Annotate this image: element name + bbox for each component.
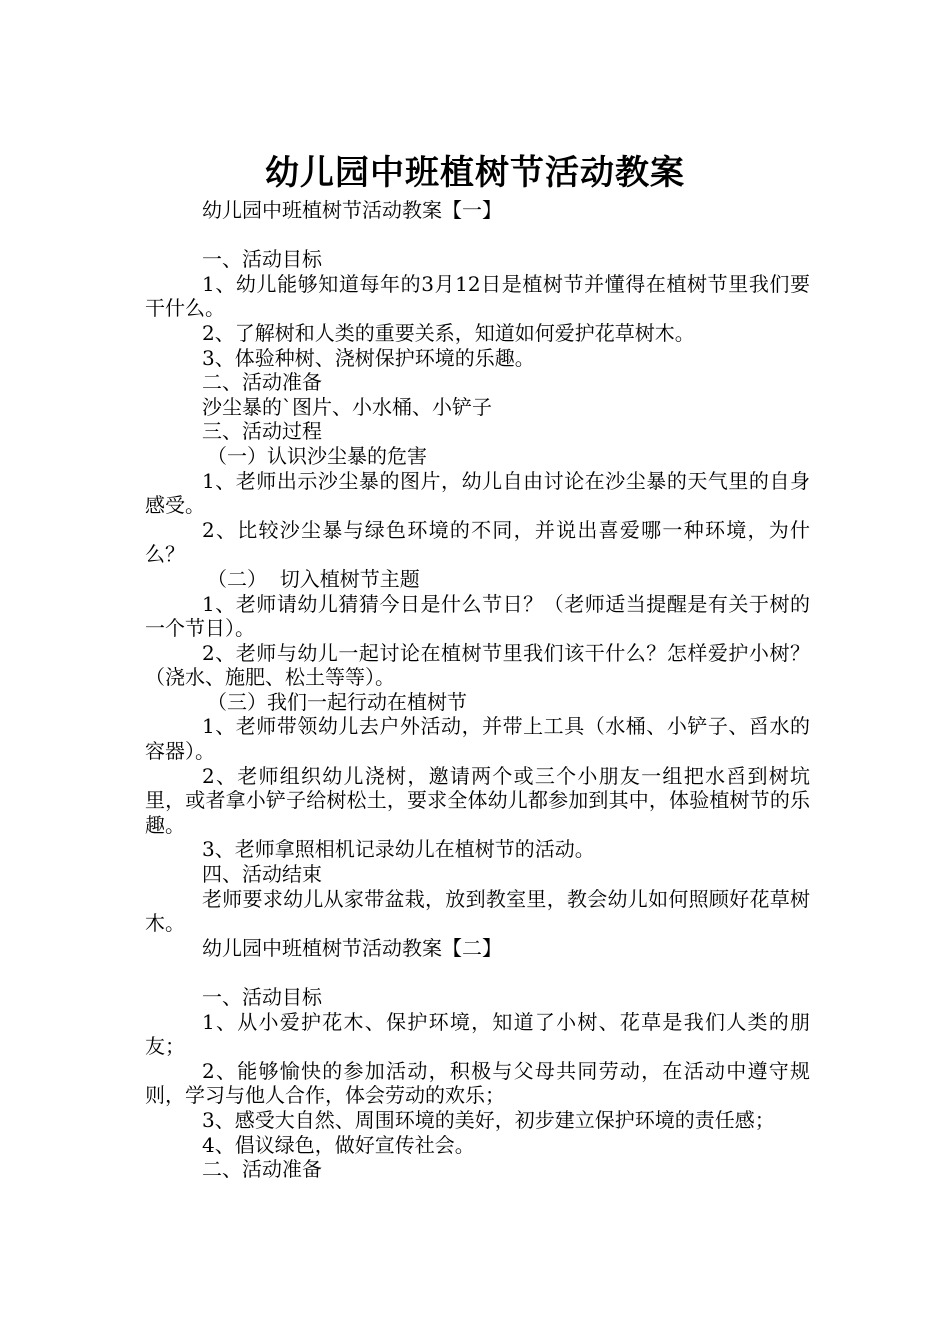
heading-goals: 一、活动目标	[202, 985, 322, 1009]
section-heading-2: 幼儿园中班植树节活动教案【二】	[202, 935, 502, 960]
paragraph: 1、从小爱护花木、保护环境，知道了小树、花草是我们人类的朋友；	[145, 1009, 810, 1059]
paragraph: 2、能够愉快的参加活动，积极与父母共同劳动，在活动中遵守规则，学习与他人合作，体会劳动的欢乐；	[145, 1058, 810, 1108]
subheading: （二） 切入植树节主题	[207, 566, 420, 591]
paragraph: 4、倡议绿色，做好宣传社会。	[202, 1132, 475, 1157]
spacer	[145, 223, 810, 248]
document-body	[145, 198, 810, 1182]
paragraph: 2、老师组织幼儿浇树，邀请两个或三个小朋友一组把水舀到树坑里，或者拿小铲子给树松土，要求全体幼儿都参加到其中，体验植树节的乐趣。	[145, 763, 810, 837]
paragraph: 2、比较沙尘暴与绿色环境的不同，并说出喜爱哪一种环境，为什么？	[145, 517, 810, 567]
paragraph: 1、老师请幼儿猜猜今日是什么节日？（老师适当提醒是有关于树的一个节日）。	[145, 591, 810, 641]
paragraph: 3、老师拿照相机记录幼儿在植树节的活动。	[202, 837, 595, 862]
subheading: （三）我们一起行动在植树节	[207, 689, 467, 714]
heading-goals: 一、活动目标	[202, 247, 322, 272]
subheading: （一）认识沙尘暴的危害	[207, 443, 427, 468]
paragraph: 1、幼儿能够知道每年的3月12日是植树节并懂得在植树节里我们要干什么。	[145, 271, 810, 321]
heading-end: 四、活动结束	[202, 862, 322, 887]
heading-process: 三、活动过程	[202, 419, 322, 444]
paragraph: 3、感受大自然、周围环境的美好，初步建立保护环境的责任感；	[202, 1107, 775, 1132]
spacer	[145, 960, 810, 985]
heading-preparation: 二、活动准备	[202, 1157, 322, 1182]
page-title: 幼儿园中班植树节活动教案	[265, 152, 685, 193]
paragraph: 2、老师与幼儿一起讨论在植树节里我们该干什么？怎样爱护小树？（浇水、施肥、松土等等）。	[145, 640, 810, 690]
paragraph: 3、体验种树、浇树保护环境的乐趣。	[202, 345, 535, 370]
paragraph: 2、了解树和人类的重要关系，知道如何爱护花草树木。	[202, 320, 695, 345]
section-heading-1: 幼儿园中班植树节活动教案【一】	[202, 198, 502, 222]
paragraph: 1、老师带领幼儿去户外活动，并带上工具（水桶、小铲子、舀水的容器）。	[145, 714, 810, 764]
paragraph: 沙尘暴的`图片、小水桶、小铲子	[202, 394, 492, 419]
heading-preparation: 二、活动准备	[202, 370, 322, 395]
paragraph: 老师要求幼儿从家带盆栽，放到教室里，教会幼儿如何照顾好花草树木。	[145, 886, 810, 936]
paragraph: 1、老师出示沙尘暴的图片，幼儿自由讨论在沙尘暴的天气里的自身感受。	[145, 468, 810, 518]
